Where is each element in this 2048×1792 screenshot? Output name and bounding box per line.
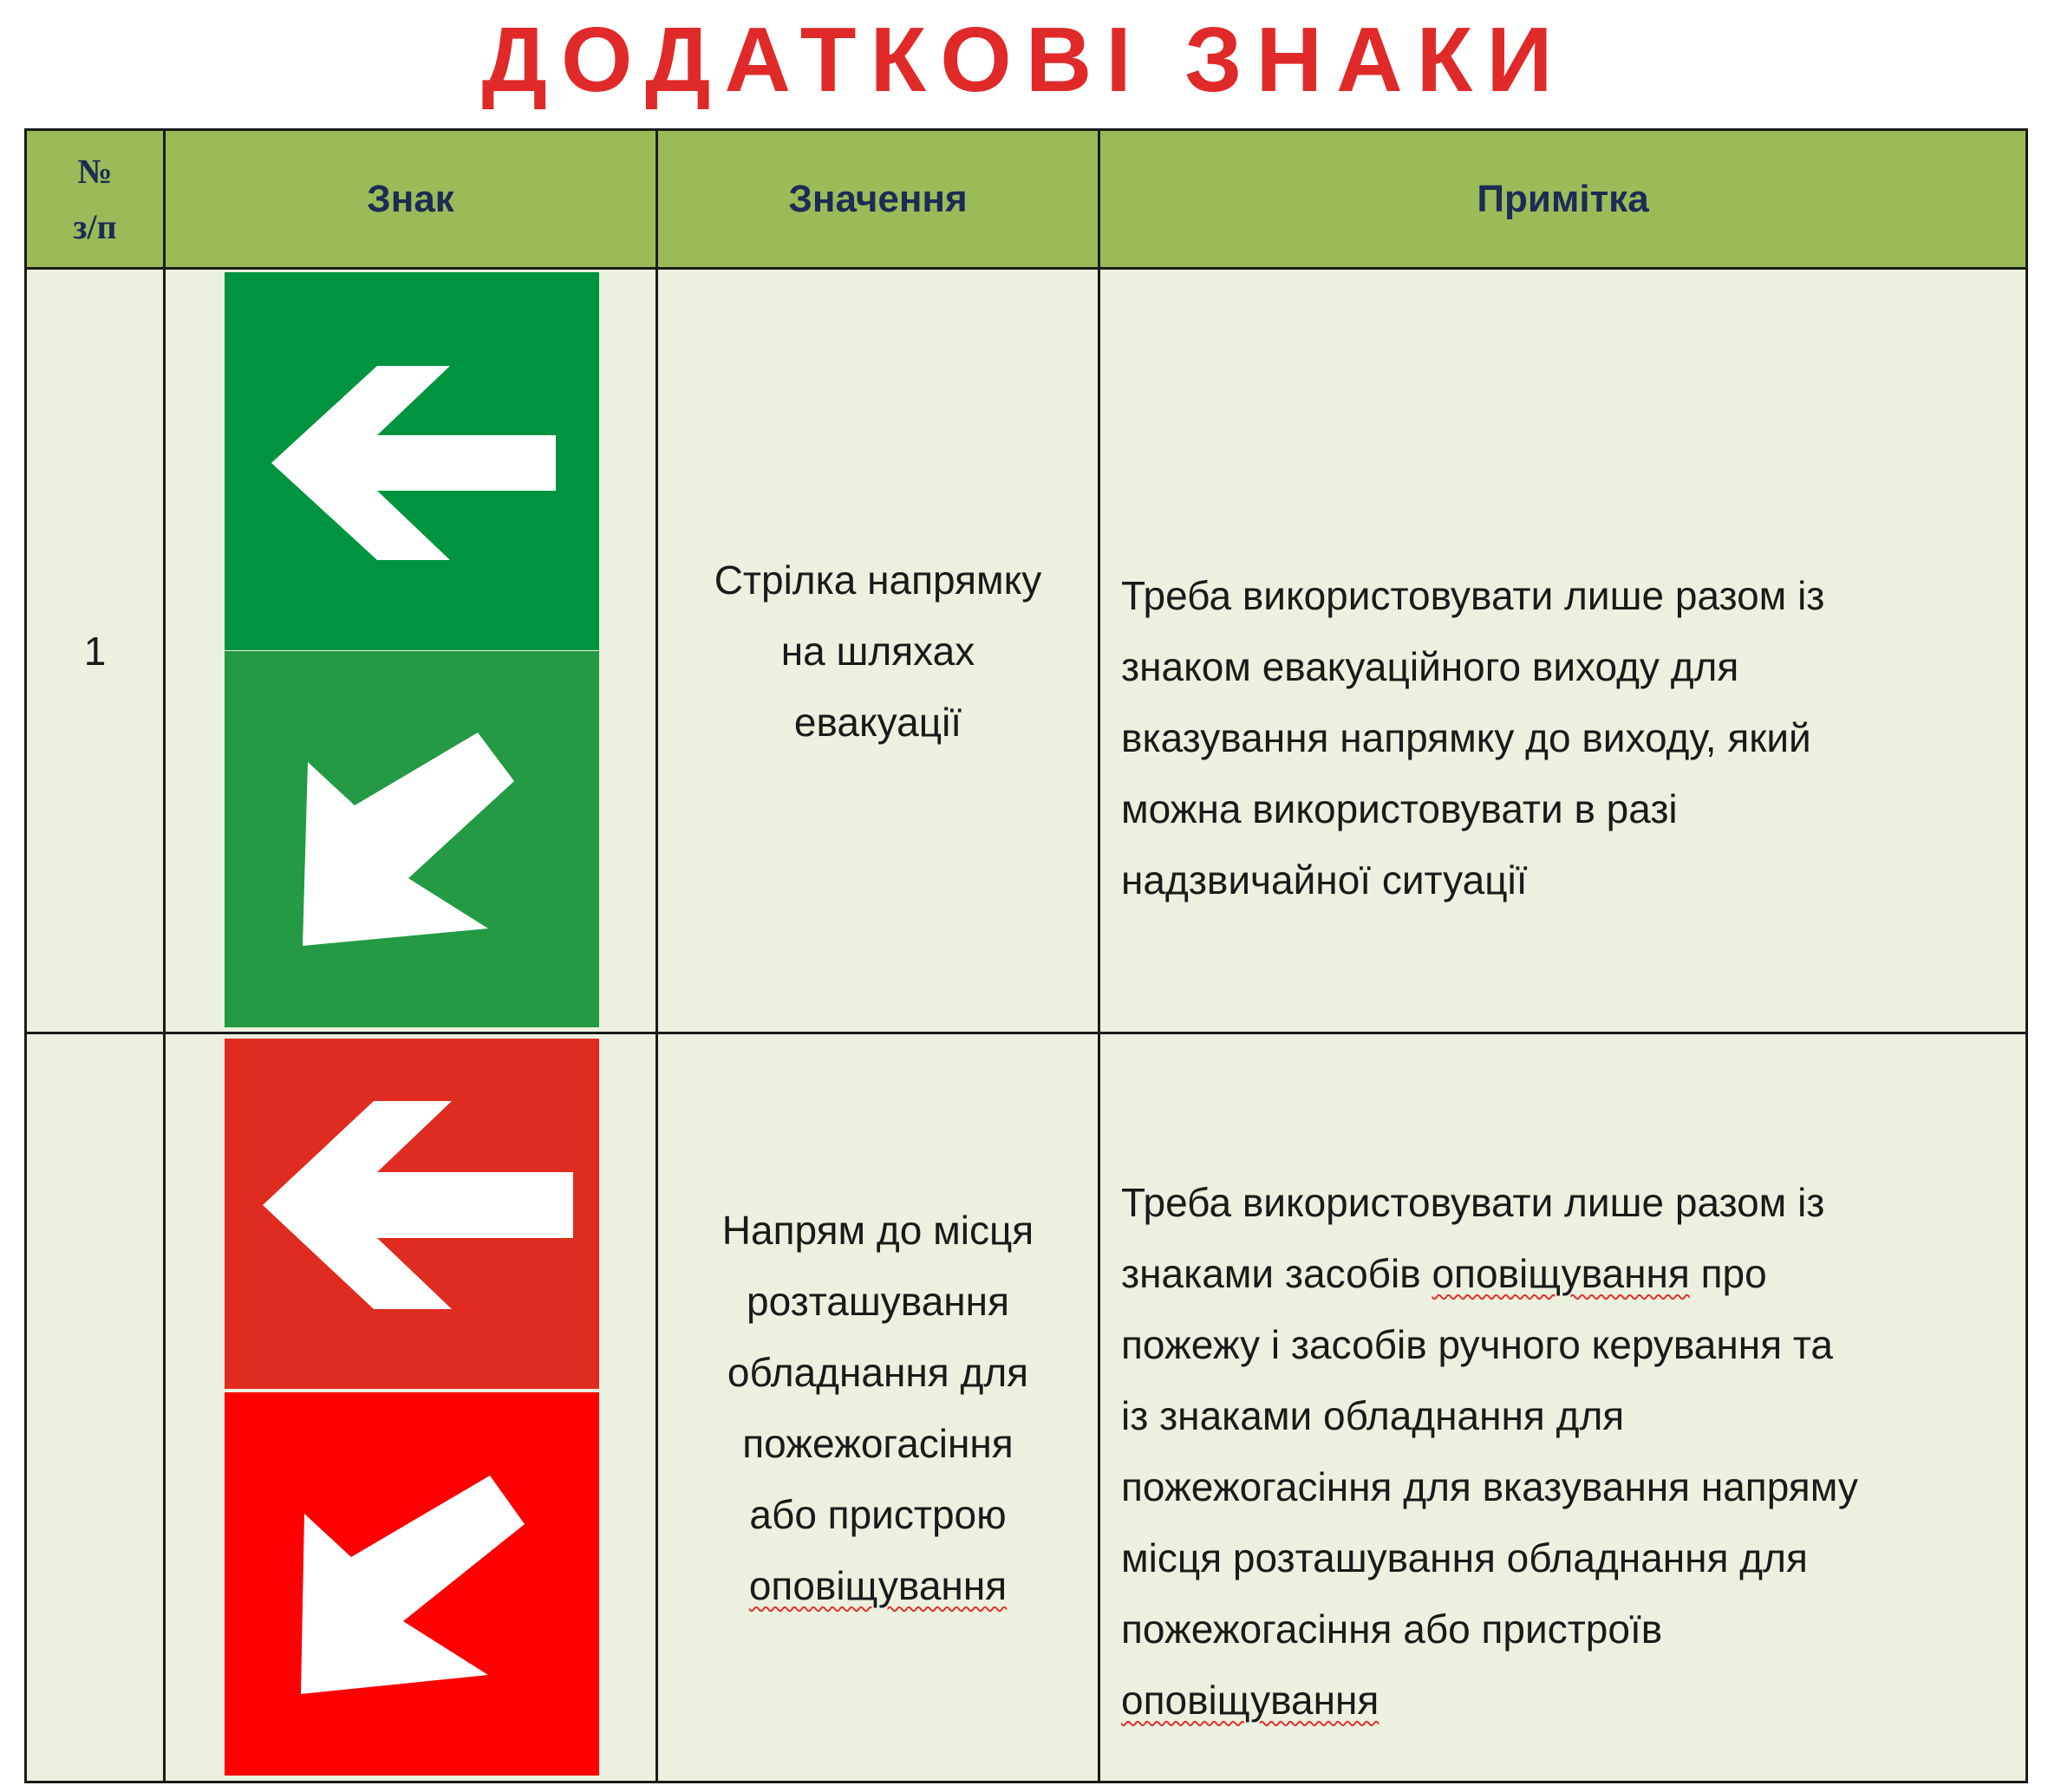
- evacuation-down-left-arrow-sign: [225, 651, 599, 1027]
- page-title: ДОДАТКОВІ ЗНАКИ: [481, 9, 1567, 111]
- header-number: [26, 130, 165, 269]
- fire-equipment-down-left-arrow-sign: [225, 1392, 599, 1776]
- note-line: оповіщування: [1121, 1677, 1379, 1723]
- header-sign: Знак: [165, 130, 657, 269]
- meaning-line: або пристрою: [749, 1491, 1007, 1537]
- note-line: надзвичайної ситуації: [1121, 857, 1528, 903]
- note-cell: [1099, 1033, 2027, 1782]
- table-row: [26, 1033, 2027, 1782]
- header-meaning: Значення: [657, 130, 1099, 269]
- meaning-line: Напрям до місця: [721, 1207, 1034, 1253]
- signs-table: [24, 128, 2028, 1783]
- note-line: можна використовувати в разі: [1121, 785, 1678, 831]
- meaning-line: розташування: [747, 1278, 1009, 1324]
- note-line: місця розташування обладнання для: [1121, 1535, 1808, 1580]
- down-left-arrow-icon: [225, 1392, 599, 1776]
- meaning-line: оповіщування: [748, 1562, 1008, 1608]
- header-note: Примітка: [1099, 130, 2027, 269]
- left-arrow-icon: [225, 1039, 599, 1389]
- sign-cell: [165, 1033, 657, 1782]
- meaning-line: пожежогасіння: [742, 1420, 1014, 1466]
- sign-cell: [165, 269, 657, 1033]
- evacuation-left-arrow-sign: [225, 272, 599, 650]
- note-line-part: про: [1689, 1250, 1767, 1296]
- meaning-line: евакуації: [793, 699, 962, 745]
- note-line: пожежогасіння або пристроїв: [1121, 1606, 1663, 1652]
- note-line: із знаками обладнання для: [1121, 1392, 1625, 1438]
- note-line-part: знаками засобів: [1121, 1250, 1432, 1296]
- down-left-arrow-icon: [225, 651, 599, 1027]
- note-line: пожежу і засобів ручного керування та: [1121, 1321, 1834, 1367]
- row-number: [26, 1033, 165, 1782]
- note-line: Треба використовувати лише разом із: [1121, 1179, 1825, 1225]
- meaning-cell: [657, 269, 1099, 1033]
- left-arrow-icon: [225, 272, 599, 650]
- header-number-abbr: з/п: [73, 206, 117, 246]
- note-line: Треба використовувати лише разом із: [1121, 572, 1825, 618]
- header-number-sign: №: [77, 151, 113, 191]
- fire-equipment-left-arrow-sign: [225, 1039, 599, 1389]
- meaning-line: обладнання для: [727, 1349, 1029, 1395]
- meaning-line: Стрілка напрямку: [714, 557, 1042, 603]
- note-line: знаком евакуаційного виходу для: [1121, 643, 1739, 689]
- header-row: [26, 130, 2027, 269]
- note-line-part: оповіщування: [1432, 1250, 1690, 1296]
- table-row: [26, 269, 2027, 1033]
- note-line: вказування напрямку до виходу, який: [1121, 714, 1811, 760]
- row-number: 1: [26, 269, 165, 1033]
- note-line: пожежогасіння для вказування напряму: [1121, 1463, 1858, 1509]
- meaning-cell: [657, 1033, 1099, 1782]
- note-cell: [1099, 269, 2027, 1033]
- meaning-line: на шляхах: [780, 628, 975, 674]
